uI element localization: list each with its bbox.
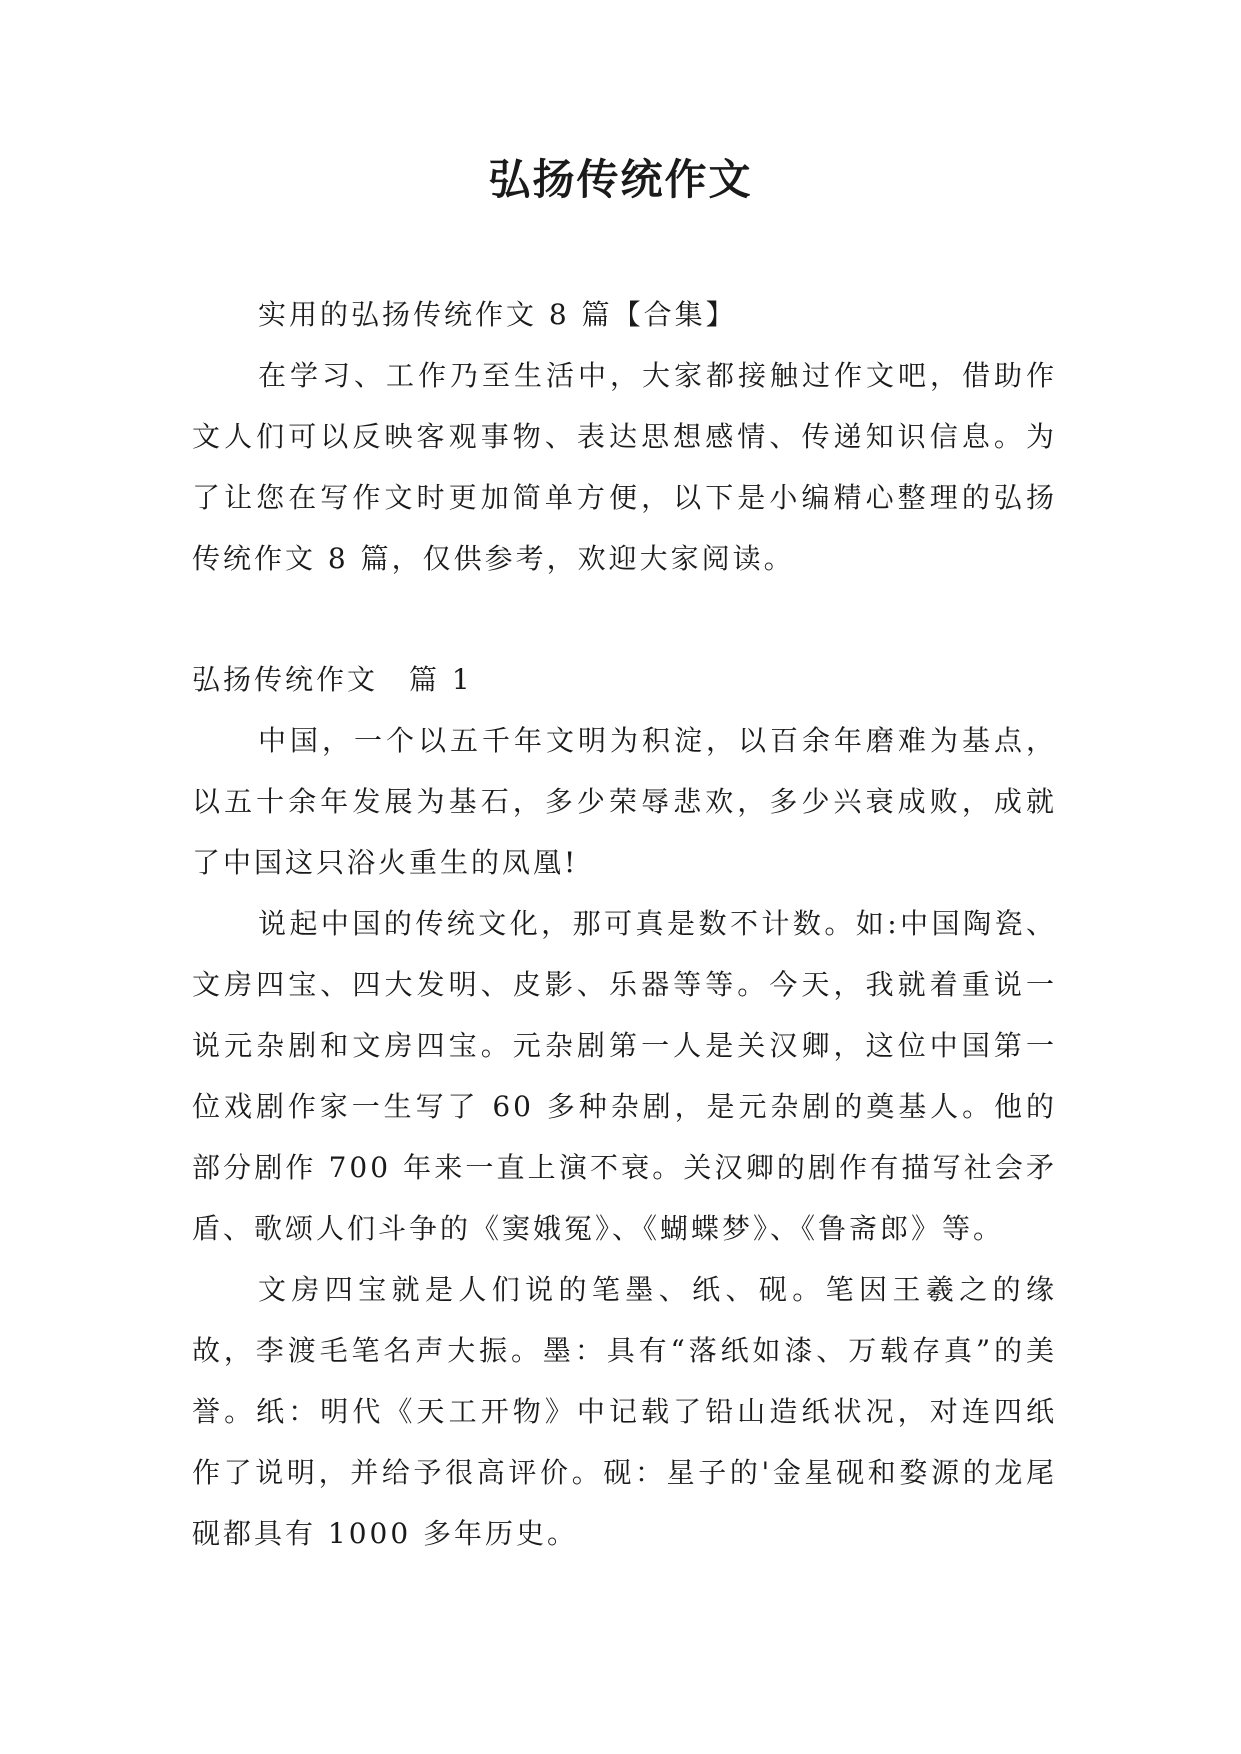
- section-heading: 弘扬传统作文 篇 1: [192, 663, 473, 696]
- collection-subtitle: 实用的弘扬传统作文 8 篇【合集】: [258, 298, 737, 331]
- body-paragraph: 文房四宝就是人们说的笔墨、纸、砚。笔因王羲之的缘故，李渡毛笔名声大振。墨：具有“落纸如漆、万载存真”的美誉。纸：明代《天工开物》中记载了铅山造纸状况，对连四纸作了说明，并给予很高评价。砚：星子的'金星砚和婺源的龙尾砚都具有 1000 多年历史。: [192, 1273, 1057, 1550]
- document-title: 弘扬传统作文: [488, 155, 753, 204]
- body-paragraph: 说起中国的传统文化，那可真是数不计数。如:中国陶瓷、文房四宝、四大发明、皮影、乐器等等。今天，我就着重说一说元杂剧和文房四宝。元杂剧第一人是关汉卿，这位中国第一位戏剧作家一生写了 60 多种杂剧，是元杂剧的奠基人。他的部分剧作 700 年来一直上演不衰。关汉卿的剧作有描写社会矛盾、歌颂人们斗争的《窦娥冤》、《蝴蝶梦》、《鲁斋郎》等。: [192, 907, 1057, 1245]
- document-body: [192, 284, 1057, 1564]
- body-paragraph: 中国，一个以五千年文明为积淀，以百余年磨难为基点，以五十余年发展为基石，多少荣辱悲欢，多少兴衰成败，成就了中国这只浴火重生的凤凰!: [192, 724, 1057, 879]
- intro-paragraph: 在学习、工作乃至生活中，大家都接触过作文吧，借助作文人们可以反映客观事物、表达思想感情、传递知识信息。为了让您在写作文时更加简单方便，以下是小编精心整理的弘扬传统作文 8 篇，仅供参考，欢迎大家阅读。: [192, 359, 1057, 575]
